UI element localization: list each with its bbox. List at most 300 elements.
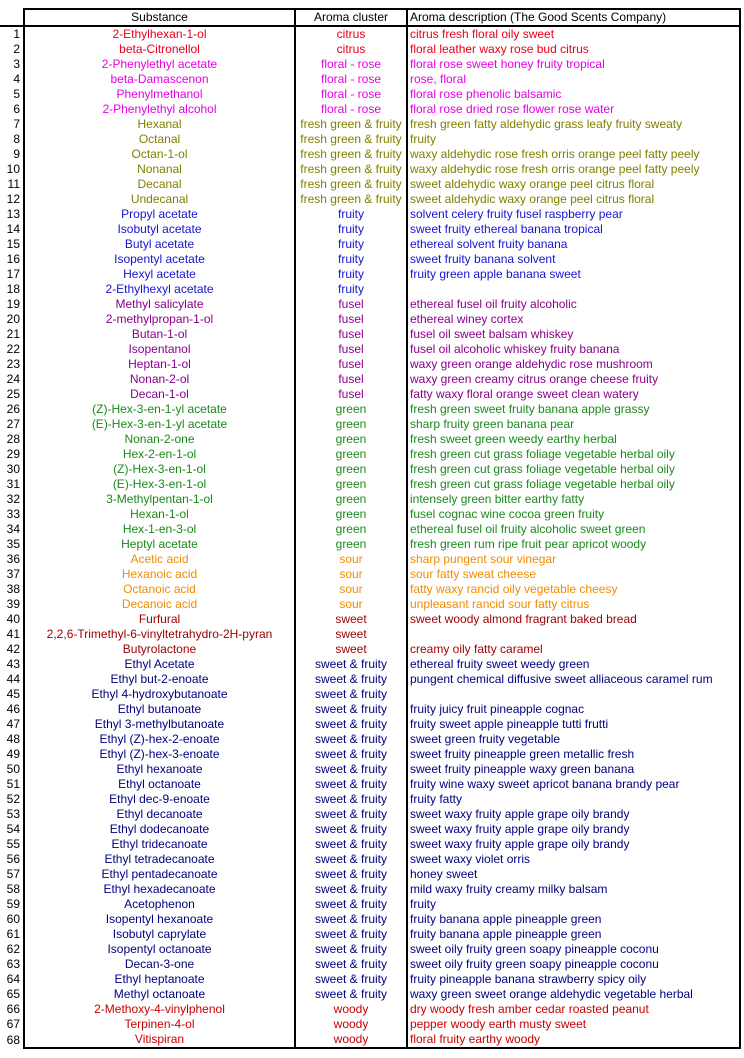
table-row — [0, 372, 740, 387]
substance-cell: Isopentyl hexanoate — [24, 912, 295, 927]
aroma-description-cell: floral rose dried rose flower rose water — [407, 102, 740, 117]
substance-cell: Isopentyl acetate — [24, 252, 295, 267]
row-number: 26 — [6, 402, 20, 416]
table-row — [0, 927, 740, 942]
aroma-description-cell: fruity juicy fruit pineapple cognac — [407, 702, 740, 717]
row-number: 16 — [6, 252, 20, 266]
row-number: 52 — [6, 792, 20, 806]
row-number: 20 — [6, 312, 20, 326]
aroma-description-cell: sweet fruity pineapple green metallic fresh — [407, 747, 740, 762]
substance-cell: 2-Ethylhexyl acetate — [24, 282, 295, 297]
table-row — [0, 597, 740, 612]
substance-cell: Propyl acetate — [24, 207, 295, 222]
row-number: 44 — [6, 672, 20, 686]
table-row — [0, 522, 740, 537]
substance-cell: Hexyl acetate — [24, 267, 295, 282]
table-row — [0, 612, 740, 627]
row-number: 24 — [6, 372, 20, 386]
table-row — [0, 282, 740, 297]
row-number: 21 — [6, 327, 20, 341]
substance-cell: Decanoic acid — [24, 597, 295, 612]
aroma-cluster-cell: sour — [295, 597, 407, 612]
substance-cell: Ethyl Acetate — [24, 657, 295, 672]
row-number: 33 — [6, 507, 20, 521]
substance-cell: Acetophenon — [24, 897, 295, 912]
substance-cell: Ethyl hexadecanoate — [24, 882, 295, 897]
aroma-description-cell: waxy green creamy citrus orange cheese fruity — [407, 372, 740, 387]
aroma-description-cell: fatty waxy floral orange sweet clean watery — [407, 387, 740, 402]
row-number: 13 — [6, 207, 20, 221]
aroma-description-cell: fusel oil alcoholic whiskey fruity banana — [407, 342, 740, 357]
aroma-cluster-cell: green — [295, 447, 407, 462]
table-row — [0, 402, 740, 417]
aroma-description-cell: fruity pineapple banana strawberry spicy oily — [407, 972, 740, 987]
substance-cell: Heptyl acetate — [24, 537, 295, 552]
aroma-cluster-cell: sweet & fruity — [295, 987, 407, 1002]
aroma-description-cell: dry woody fresh amber cedar roasted peanut — [407, 1002, 740, 1017]
aroma-description-cell: fresh sweet green weedy earthy herbal — [407, 432, 740, 447]
aroma-description-cell: fruity sweet apple pineapple tutti frutti — [407, 717, 740, 732]
row-number: 36 — [6, 552, 20, 566]
aroma-description-header: Aroma description (The Good Scents Company) — [407, 9, 740, 26]
aroma-cluster-cell: fusel — [295, 297, 407, 312]
table-row — [0, 582, 740, 597]
substance-cell: Ethyl but-2-enoate — [24, 672, 295, 687]
table-row — [0, 297, 740, 312]
table-row — [0, 1032, 740, 1048]
substance-cell: 2-Ethylhexan-1-ol — [24, 26, 295, 42]
aroma-description-cell: sweet aldehydic waxy orange peel citrus floral — [407, 177, 740, 192]
aroma-cluster-cell: fruity — [295, 252, 407, 267]
aroma-description-cell: waxy aldehydic rose fresh orris orange peel fatty peely — [407, 147, 740, 162]
table-row — [0, 732, 740, 747]
aroma-cluster-cell: fruity — [295, 282, 407, 297]
substance-cell: Hex-1-en-3-ol — [24, 522, 295, 537]
substance-cell: 2,2,6-Trimethyl-6-vinyltetrahydro-2H-pyran — [24, 627, 295, 642]
aroma-cluster-cell: sour — [295, 567, 407, 582]
aroma-description-cell: intensely green bitter earthy fatty — [407, 492, 740, 507]
aroma-cluster-cell: sweet & fruity — [295, 852, 407, 867]
table-row — [0, 477, 740, 492]
row-number: 14 — [6, 222, 20, 236]
aroma-cluster-cell: fresh green & fruity — [295, 147, 407, 162]
aroma-description-cell: waxy green orange aldehydic rose mushroom — [407, 357, 740, 372]
aroma-description-cell: fresh green cut grass foliage vegetable herbal oily — [407, 462, 740, 477]
table-row — [0, 177, 740, 192]
table-row — [0, 87, 740, 102]
aroma-description-cell: fruity banana apple pineapple green — [407, 912, 740, 927]
aroma-description-cell: fruity banana apple pineapple green — [407, 927, 740, 942]
aroma-description-cell: fresh green cut grass foliage vegetable herbal oily — [407, 477, 740, 492]
aroma-cluster-cell: sweet & fruity — [295, 837, 407, 852]
substance-cell: 2-methylpropan-1-ol — [24, 312, 295, 327]
aroma-cluster-cell: sweet & fruity — [295, 822, 407, 837]
substance-cell: Acetic acid — [24, 552, 295, 567]
row-number: 67 — [6, 1017, 20, 1031]
aroma-cluster-cell: sweet & fruity — [295, 732, 407, 747]
aroma-cluster-cell: sweet & fruity — [295, 777, 407, 792]
aroma-description-cell: fresh green cut grass foliage vegetable herbal oily — [407, 447, 740, 462]
row-number: 43 — [6, 657, 20, 671]
row-number: 37 — [6, 567, 20, 581]
table-row — [0, 987, 740, 1002]
aroma-description-cell: sharp pungent sour vinegar — [407, 552, 740, 567]
aroma-cluster-cell: fresh green & fruity — [295, 177, 407, 192]
row-number: 66 — [6, 1002, 20, 1016]
aroma-cluster-cell: sweet & fruity — [295, 717, 407, 732]
aroma-description-cell: fusel cognac wine cocoa green fruity — [407, 507, 740, 522]
aroma-cluster-cell: fusel — [295, 387, 407, 402]
row-number: 27 — [6, 417, 20, 431]
row-number: 28 — [6, 432, 20, 446]
row-number: 25 — [6, 387, 20, 401]
substance-cell: Ethyl heptanoate — [24, 972, 295, 987]
substance-cell: (Z)-Hex-3-en-1-yl acetate — [24, 402, 295, 417]
substance-cell: Ethyl (Z)-hex-2-enoate — [24, 732, 295, 747]
substance-cell: 2-Phenylethyl acetate — [24, 57, 295, 72]
aroma-description-cell: sweet fruity ethereal banana tropical — [407, 222, 740, 237]
row-number: 9 — [13, 147, 20, 161]
table-row — [0, 1002, 740, 1017]
row-number: 55 — [6, 837, 20, 851]
row-number: 64 — [6, 972, 20, 986]
aroma-description-cell: sweet fruity banana solvent — [407, 252, 740, 267]
table-row — [0, 777, 740, 792]
aroma-cluster-cell: sweet & fruity — [295, 747, 407, 762]
substance-cell: Ethyl pentadecanoate — [24, 867, 295, 882]
aroma-description-cell: fatty waxy rancid oily vegetable cheesy — [407, 582, 740, 597]
table-row — [0, 972, 740, 987]
table-row — [0, 387, 740, 402]
substance-cell: Ethyl butanoate — [24, 702, 295, 717]
aroma-description-cell: waxy green sweet orange aldehydic vegetable herbal — [407, 987, 740, 1002]
header-row — [0, 9, 740, 26]
aroma-cluster-cell: fruity — [295, 222, 407, 237]
substance-cell: (Z)-Hex-3-en-1-ol — [24, 462, 295, 477]
aroma-cluster-cell: sweet & fruity — [295, 687, 407, 702]
table-row — [0, 912, 740, 927]
aroma-cluster-cell: green — [295, 522, 407, 537]
aroma-description-cell: ethereal solvent fruity banana — [407, 237, 740, 252]
aroma-cluster-cell: sweet & fruity — [295, 867, 407, 882]
substance-cell: Isopentanol — [24, 342, 295, 357]
aroma-cluster-cell: sweet & fruity — [295, 807, 407, 822]
row-number: 11 — [7, 177, 20, 191]
aroma-cluster-cell: sweet & fruity — [295, 672, 407, 687]
table-row — [0, 507, 740, 522]
table-row — [0, 117, 740, 132]
substance-cell: beta-Damascenon — [24, 72, 295, 87]
row-number: 23 — [6, 357, 20, 371]
table-row — [0, 42, 740, 57]
table-row — [0, 642, 740, 657]
table-row — [0, 447, 740, 462]
aroma-cluster-header: Aroma cluster — [295, 9, 407, 26]
row-number: 34 — [6, 522, 20, 536]
aroma-description-cell: honey sweet — [407, 867, 740, 882]
row-number: 1 — [13, 27, 20, 41]
aroma-description-cell: solvent celery fruity fusel raspberry pear — [407, 207, 740, 222]
aroma-description-cell: floral rose sweet honey fruity tropical — [407, 57, 740, 72]
aroma-cluster-cell: fruity — [295, 237, 407, 252]
table-row — [0, 717, 740, 732]
row-number: 38 — [6, 582, 20, 596]
aroma-table — [0, 8, 741, 1049]
aroma-cluster-cell: fusel — [295, 342, 407, 357]
substance-cell: Phenylmethanol — [24, 87, 295, 102]
substance-cell: Butan-1-ol — [24, 327, 295, 342]
substance-cell: Nonan-2-ol — [24, 372, 295, 387]
table-row — [0, 822, 740, 837]
substance-cell: 2-Methoxy-4-vinylphenol — [24, 1002, 295, 1017]
substance-cell: Decan-3-one — [24, 957, 295, 972]
substance-cell: Hexan-1-ol — [24, 507, 295, 522]
table-row — [0, 882, 740, 897]
row-number: 46 — [6, 702, 20, 716]
row-number: 31 — [6, 477, 20, 491]
aroma-description-cell: sweet waxy fruity apple grape oily brandy — [407, 837, 740, 852]
aroma-description-cell: sweet aldehydic waxy orange peel citrus floral — [407, 192, 740, 207]
aroma-description-cell: creamy oily fatty caramel — [407, 642, 740, 657]
aroma-cluster-cell: floral - rose — [295, 102, 407, 117]
aroma-cluster-cell: citrus — [295, 26, 407, 42]
aroma-cluster-cell: fresh green & fruity — [295, 117, 407, 132]
table-row — [0, 657, 740, 672]
aroma-cluster-cell: green — [295, 432, 407, 447]
aroma-cluster-cell: fresh green & fruity — [295, 132, 407, 147]
substance-cell: Nonanal — [24, 162, 295, 177]
aroma-cluster-cell: green — [295, 492, 407, 507]
aroma-cluster-cell: woody — [295, 1017, 407, 1032]
aroma-description-cell: pungent chemical diffusive sweet alliaceous caramel rum — [407, 672, 740, 687]
table-row — [0, 672, 740, 687]
row-number: 30 — [6, 462, 20, 476]
aroma-description-cell — [407, 627, 740, 642]
aroma-cluster-cell: sweet — [295, 642, 407, 657]
substance-cell: Octanoic acid — [24, 582, 295, 597]
aroma-cluster-cell: sweet & fruity — [295, 942, 407, 957]
substance-cell: Isobutyl caprylate — [24, 927, 295, 942]
aroma-description-cell: sweet waxy fruity apple grape oily brandy — [407, 822, 740, 837]
row-number: 45 — [6, 687, 20, 701]
row-number: 42 — [6, 642, 20, 656]
substance-cell: Ethyl decanoate — [24, 807, 295, 822]
aroma-cluster-cell: sweet & fruity — [295, 792, 407, 807]
substance-cell: Octan-1-ol — [24, 147, 295, 162]
row-number: 41 — [6, 627, 20, 641]
table-row — [0, 747, 740, 762]
aroma-description-cell: ethereal winey cortex — [407, 312, 740, 327]
row-number-header — [0, 9, 24, 26]
row-number: 40 — [6, 612, 20, 626]
substance-cell: Isobutyl acetate — [24, 222, 295, 237]
table-row — [0, 762, 740, 777]
row-number: 6 — [13, 102, 20, 116]
row-number: 49 — [6, 747, 20, 761]
aroma-cluster-cell: sweet & fruity — [295, 882, 407, 897]
row-number: 61 — [6, 927, 20, 941]
table-row — [0, 26, 740, 42]
aroma-description-cell: floral leather waxy rose bud citrus — [407, 42, 740, 57]
row-number: 3 — [13, 57, 20, 71]
aroma-description-cell: fruity — [407, 132, 740, 147]
aroma-cluster-cell: sweet & fruity — [295, 912, 407, 927]
row-number: 15 — [6, 237, 20, 251]
table-row — [0, 567, 740, 582]
table-row — [0, 132, 740, 147]
table-row — [0, 102, 740, 117]
aroma-cluster-cell: floral - rose — [295, 72, 407, 87]
substance-cell: Methyl salicylate — [24, 297, 295, 312]
substance-cell: Vitispiran — [24, 1032, 295, 1048]
row-number: 65 — [6, 987, 20, 1001]
row-number: 8 — [13, 132, 20, 146]
aroma-description-cell: fresh green sweet fruity banana apple grassy — [407, 402, 740, 417]
row-number: 19 — [6, 297, 20, 311]
aroma-description-cell: sweet green fruity vegetable — [407, 732, 740, 747]
aroma-description-cell: pepper woody earth musty sweet — [407, 1017, 740, 1032]
aroma-description-cell: fresh green fatty aldehydic grass leafy fruity sweaty — [407, 117, 740, 132]
table-row — [0, 57, 740, 72]
aroma-description-cell: unpleasant rancid sour fatty citrus — [407, 597, 740, 612]
aroma-cluster-cell: fruity — [295, 207, 407, 222]
aroma-description-cell: sweet waxy violet orris — [407, 852, 740, 867]
aroma-cluster-cell: green — [295, 462, 407, 477]
aroma-cluster-cell: sweet & fruity — [295, 972, 407, 987]
row-number: 51 — [6, 777, 20, 791]
aroma-description-cell: sweet waxy fruity apple grape oily brandy — [407, 807, 740, 822]
aroma-cluster-cell: sour — [295, 582, 407, 597]
substance-cell: Ethyl (Z)-hex-3-enoate — [24, 747, 295, 762]
table-row — [0, 687, 740, 702]
aroma-description-cell: sweet oily fruity green soapy pineapple coconu — [407, 942, 740, 957]
aroma-cluster-cell: sweet & fruity — [295, 702, 407, 717]
row-number: 4 — [13, 72, 20, 86]
table-row — [0, 702, 740, 717]
aroma-cluster-cell: sour — [295, 552, 407, 567]
table-row — [0, 957, 740, 972]
aroma-description-cell — [407, 282, 740, 297]
table-row — [0, 357, 740, 372]
aroma-description-cell: mild waxy fruity creamy milky balsam — [407, 882, 740, 897]
aroma-description-cell: sharp fruity green banana pear — [407, 417, 740, 432]
substance-cell: Octanal — [24, 132, 295, 147]
table-row — [0, 462, 740, 477]
row-number: 57 — [6, 867, 20, 881]
table-row — [0, 72, 740, 87]
row-number: 2 — [13, 42, 20, 56]
table-row — [0, 342, 740, 357]
substance-cell: 2-Phenylethyl alcohol — [24, 102, 295, 117]
substance-cell: Ethyl 4-hydroxybutanoate — [24, 687, 295, 702]
table-row — [0, 162, 740, 177]
substance-cell: Undecanal — [24, 192, 295, 207]
table-row — [0, 807, 740, 822]
aroma-cluster-cell: sweet & fruity — [295, 897, 407, 912]
table-row — [0, 192, 740, 207]
substance-cell: Ethyl tetradecanoate — [24, 852, 295, 867]
aroma-description-cell: fusel oil sweet balsam whiskey — [407, 327, 740, 342]
substance-cell: beta-Citronellol — [24, 42, 295, 57]
aroma-description-cell: sweet woody almond fragrant baked bread — [407, 612, 740, 627]
substance-cell: Butyl acetate — [24, 237, 295, 252]
aroma-cluster-cell: woody — [295, 1002, 407, 1017]
aroma-cluster-cell: woody — [295, 1032, 407, 1048]
table-row — [0, 312, 740, 327]
aroma-description-cell: citrus fresh floral oily sweet — [407, 26, 740, 42]
aroma-description-cell: fruity wine waxy sweet apricot banana brandy pear — [407, 777, 740, 792]
row-number: 62 — [6, 942, 20, 956]
substance-cell: Ethyl octanoate — [24, 777, 295, 792]
aroma-description-cell: fruity — [407, 897, 740, 912]
substance-cell: Furfural — [24, 612, 295, 627]
row-number: 18 — [6, 282, 20, 296]
substance-cell: Ethyl hexanoate — [24, 762, 295, 777]
aroma-cluster-cell: fusel — [295, 327, 407, 342]
table-row — [0, 492, 740, 507]
row-number: 17 — [6, 267, 20, 281]
substance-cell: Ethyl dodecanoate — [24, 822, 295, 837]
table-row — [0, 327, 740, 342]
aroma-cluster-cell: green — [295, 537, 407, 552]
row-number: 60 — [6, 912, 20, 926]
substance-cell: Ethyl tridecanoate — [24, 837, 295, 852]
aroma-cluster-cell: fusel — [295, 312, 407, 327]
aroma-cluster-cell: floral - rose — [295, 57, 407, 72]
aroma-cluster-cell: fusel — [295, 357, 407, 372]
substance-cell: 3-Methylpentan-1-ol — [24, 492, 295, 507]
substance-cell: Heptan-1-ol — [24, 357, 295, 372]
row-number: 53 — [6, 807, 20, 821]
table-row — [0, 837, 740, 852]
row-number: 54 — [6, 822, 20, 836]
aroma-cluster-cell: sweet — [295, 612, 407, 627]
aroma-description-cell: sour fatty sweat cheese — [407, 567, 740, 582]
row-number: 12 — [6, 192, 20, 206]
aroma-cluster-cell: green — [295, 507, 407, 522]
table-row — [0, 207, 740, 222]
aroma-description-cell: ethereal fruity sweet weedy green — [407, 657, 740, 672]
row-number: 35 — [6, 537, 20, 551]
table-row — [0, 267, 740, 282]
row-number: 7 — [13, 117, 20, 131]
aroma-cluster-cell: green — [295, 417, 407, 432]
table-row — [0, 552, 740, 567]
substance-header: Substance — [24, 9, 295, 26]
substance-cell: (E)-Hex-3-en-1-yl acetate — [24, 417, 295, 432]
aroma-description-cell: sweet oily fruity green soapy pineapple coconu — [407, 957, 740, 972]
row-number: 68 — [6, 1032, 20, 1047]
aroma-cluster-cell: fresh green & fruity — [295, 162, 407, 177]
substance-cell: Butyrolactone — [24, 642, 295, 657]
aroma-description-cell: floral rose phenolic balsamic — [407, 87, 740, 102]
aroma-cluster-cell: floral - rose — [295, 87, 407, 102]
substance-cell: Isopentyl octanoate — [24, 942, 295, 957]
table-row — [0, 222, 740, 237]
aroma-description-cell: fresh green rum ripe fruit pear apricot woody — [407, 537, 740, 552]
aroma-description-cell: ethereal fusel oil fruity alcoholic — [407, 297, 740, 312]
row-number: 63 — [6, 957, 20, 971]
aroma-cluster-cell: sweet & fruity — [295, 957, 407, 972]
table-row — [0, 417, 740, 432]
aroma-description-cell: fruity fatty — [407, 792, 740, 807]
row-number: 22 — [6, 342, 20, 356]
table-row — [0, 867, 740, 882]
aroma-cluster-cell: sweet — [295, 627, 407, 642]
aroma-description-cell: fruity green apple banana sweet — [407, 267, 740, 282]
row-number: 5 — [13, 87, 20, 101]
table-row — [0, 1017, 740, 1032]
